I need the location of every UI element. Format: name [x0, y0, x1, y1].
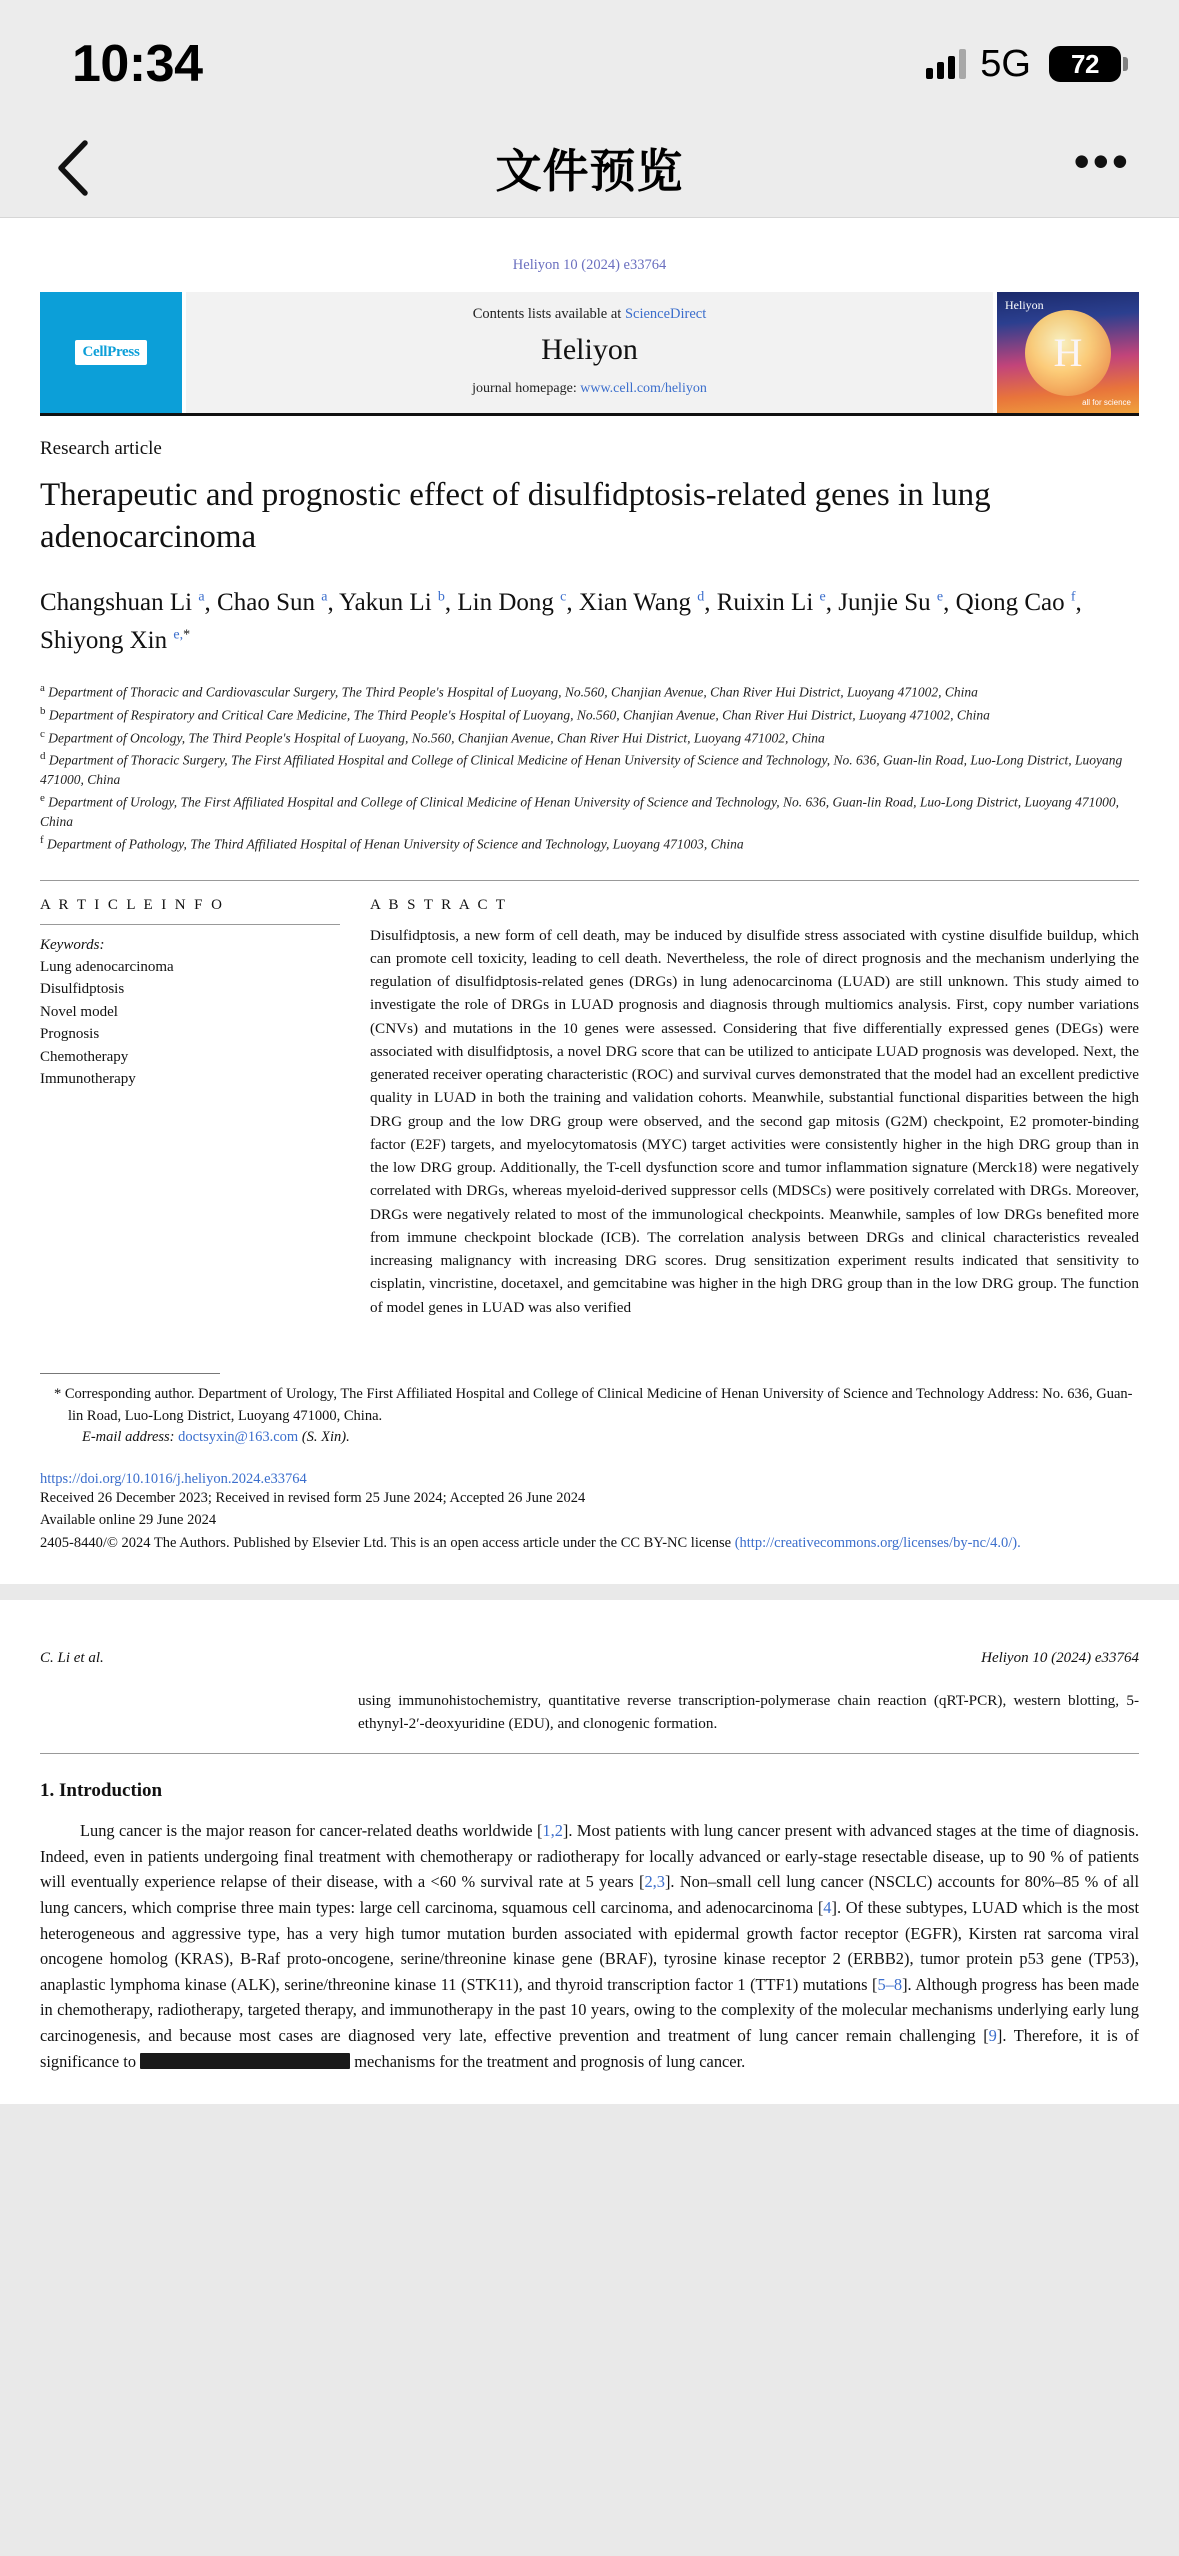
- contents-label: Contents lists available at: [472, 306, 622, 322]
- article-info-column: [40, 897, 340, 1319]
- masthead-center: [186, 292, 993, 413]
- cellpress-logo-label: CellPress: [75, 340, 146, 365]
- divider: [40, 924, 340, 925]
- cover-title: Heliyon: [1005, 298, 1044, 312]
- abstract-text: Disulfidptosis, a new form of cell death, may be induced by disulfide stress associated with cystine disulfide buildup, which can promote cell toxicity, leading to cell death. Nevertheless, the role of direct prognosis and the mechanism underlying the regulation of disulfidptosis-related genes (DRGs) in lung adenocarcinoma (LUAD) are still unknown. This study aimed to investigate the role of DRGs in LUAD prognosis and diagnosis through multiomics analysis. First, copy number variations (CNVs) and mutations in the 10 genes were assessed. Considering that five differentially expressed genes (DEGs) were associated with disulfidptosis, a novel DRG score that can be utilized to anticipate LUAD prognosis was developed. Next, the generated receiver operating characteristic (ROC) and survival curves demonstrated that the model had an excellent predictive quality in LUAD in both the training and validation cohorts. Meanwhile, substantial functional disparities between the high DRG group and the low DRG group were observed, and the second gap mitosis (G2M) checkpoint, E2 promoter-binding factor (E2F) targets, and myelocytomatosis (MYC) target activities were consistently higher in the high DRG group than in the low DRG group. Additionally, the T-cell dysfunction score and tumor inflammation signature (Merck18) were negatively correlated with DRGs, whereas myeloid-derived suppressor cells (MDSCs) were positively correlated with DRGs. Moreover, DRGs were negatively related to most of the immunological checkpoints. Meanwhile, samples of low DRGs benefited more from immune checkpoint blockade (ICB). The correlation analysis between DRGs and clinical characteristics revealed increasing malignancy with increasing DRG scores. Drug sensitization experiment results indicated that sensitivity to cisplatin, vincristine, docetaxel, and gemcitabine was higher in the high DRG group than in the low DRG group. The function of model genes in LUAD was also verified: [370, 926, 1139, 1316]
- doi-line: [40, 1471, 1139, 1488]
- status-indicators: [926, 33, 1121, 86]
- doi-link[interactable]: https://doi.org/10.1016/j.heliyon.2024.e33764: [40, 1471, 307, 1488]
- license-link[interactable]: (http://creativecommons.org/licenses/by-nc/4.0/).: [734, 1534, 1021, 1551]
- document-page-1: [0, 219, 1179, 1584]
- license-block: [40, 1532, 1139, 1554]
- footnote-divider: [40, 1373, 220, 1374]
- publication-history: [40, 1488, 1139, 1532]
- article-type-label: Research article: [40, 438, 162, 459]
- homepage-label: journal homepage:: [472, 381, 577, 396]
- running-head-right: Heliyon 10 (2024) e33764: [981, 1649, 1139, 1666]
- keyword-item: Disulfidptosis: [40, 981, 125, 998]
- email-suffix: (S. Xin).: [301, 1429, 350, 1446]
- running-head: [40, 1650, 1139, 1667]
- affiliation-item: $^a$ Department of Thoracic and Cardiovascular Surgery, The Third People's Hospital of Luoyang, No.560, Chanjian Avenue, Chan River Hui District, Luoyang 471002, China: [40, 682, 978, 700]
- chevron-left-icon: [55, 139, 89, 197]
- keyword-item: Prognosis: [40, 1026, 100, 1043]
- battery-icon: [1049, 46, 1121, 82]
- article-info-heading: A R T I C L E I N F O: [40, 896, 225, 913]
- abstract-heading: A B S T R A C T: [370, 896, 508, 913]
- introduction-text: Lung cancer is the major reason for cancer-related deaths worldwide [1,2]. Most patients with lung cancer present with advanced stages at the time of diagnosis. Indeed, even in patients undergoing final treatment with chemotherapy or radiotherapy for locally advanced or early-stage resectable disease, up to 90 % of patients will eventually experience relapse of their disease, with a <60 % survival rate at 5 years [2,3]. Non–small cell lung cancer (NSCLC) accounts for 80%–85 % of all lung cancers, which comprise three main types: large cell carcinoma, squamous cell carcinoma, and adenocarcinoma [4]. Of these subtypes, LUAD which is the most heterogeneous and aggressive type, has a very high tumor mutation burden associated with epidermal growth factor receptor (EGFR), Kirsten rat sarcoma viral oncogene homolog (KRAS), B-Raf proto-oncogene, serine/threonine kinase gene (BRAF), tyrosine kinase receptor 2 (ERBB2), tumor protein p53 gene (TP53), anaplastic lymphoma kinase (ALK), serine/threonine kinase 11 (STK11), and thyroid transcription factor 1 (TTF1) mutations [5–8]. Although progress has been made in chemotherapy, radiotherapy, targeted therapy, and immunotherapy in the past 10 years, owing to the complexity of the molecular mechanisms underlying early lung carcinogenesis, and because most cases are diagnosed very late, effective prevention and treatment of lung cancer remain challenging [9]. Therefore, it is of significance to: [40, 1821, 1140, 2071]
- battery-percent-label: 72: [1071, 48, 1099, 79]
- journal-title: Heliyon: [541, 333, 638, 366]
- author-list: Changshuan Li $^a$, Chao Sun $^a$, Yakun Li $^b$, Lin Dong $^c$, Xian Wang $^d$, Ruixin Li $^e$, Junjie Su $^e$, Qiong Cao $^f$, Shiyong Xin $^{e,*}$: [40, 589, 1082, 654]
- info-abstract-columns: [40, 897, 1139, 1319]
- journal-cover-image: [997, 292, 1139, 413]
- keyword-item: Lung adenocarcinoma: [40, 958, 174, 975]
- document-preview-scroll[interactable]: [0, 219, 1179, 2556]
- divider: [40, 880, 1139, 881]
- status-time: 10:34: [72, 35, 203, 93]
- cover-circle-icon: H: [1025, 310, 1111, 396]
- article-title: Therapeutic and prognostic effect of disulfidptosis-related genes in lung adenocarcinoma: [40, 477, 991, 556]
- email-label: E-mail address:: [82, 1429, 175, 1446]
- back-button[interactable]: [44, 140, 100, 196]
- license-text: 2405-8440/© 2024 The Authors. Published by Elsevier Ltd. This is an open access article under the CC BY-NC license: [40, 1534, 732, 1551]
- cover-subtitle: all for science: [1082, 398, 1131, 407]
- corresponding-author-note: * Corresponding author. Department of Urology, The First Affiliated Hospital and College of Clinical Medicine of Henan University of Science and Technology Address: No. 636, Guan-lin Road, Luo-Long District, Luoyang 471000, China.: [54, 1385, 1133, 1424]
- abstract-continuation: using immunohistochemistry, quantitative reverse transcription-polymerase chain reaction (qRT-PCR), western blotting, 5-ethynyl-2′-deoxyuridine (EDU), and clonogenic formation.: [358, 1691, 1139, 1732]
- introduction-text-continued: mechanisms for the treatment and prognosis of lung cancer.: [354, 2051, 746, 2071]
- cellular-signal-icon: [926, 49, 966, 79]
- email-link[interactable]: doctsyxin@163.com: [178, 1429, 299, 1446]
- email-note: [82, 1427, 1139, 1449]
- keyword-item: Immunotherapy: [40, 1071, 136, 1088]
- keyword-item: Novel model: [40, 1003, 118, 1020]
- page-title: 文件预览: [495, 144, 684, 197]
- more-options-icon[interactable]: •••: [1073, 134, 1131, 187]
- journal-reference: Heliyon 10 (2024) e33764: [512, 257, 667, 273]
- divider: [40, 1753, 1139, 1754]
- keywords-list: [40, 956, 340, 1091]
- footnotes: [40, 1384, 1139, 1449]
- homepage-line: [196, 381, 983, 397]
- affiliation-item: $^f$ Department of Pathology, The Third Affiliated Hospital of Henan University of Science and Technology, Luoyang 471003, China: [40, 834, 744, 852]
- contents-line: [196, 306, 983, 323]
- abstract-column: [370, 897, 1139, 1319]
- running-head-left: C. Li et al.: [40, 1649, 104, 1666]
- network-type-label: 5G: [980, 42, 1031, 85]
- sciencedirect-link[interactable]: ScienceDirect: [624, 306, 707, 322]
- received-line: Received 26 December 2023; Received in revised form 25 June 2024; Accepted 26 June 2024: [40, 1490, 586, 1507]
- affiliation-item: $^b$ Department of Respiratory and Critical Care Medicine, The Third People's Hospital of Luoyang, No.560, Chanjian Avenue, Chan River Hui District, Luoyang 471002, China: [40, 705, 990, 723]
- affiliation-item: $^c$ Department of Oncology, The Third People's Hospital of Luoyang, No.560, Chanjian Avenue, Chan River Hui District, Luoyang 471002, China: [40, 727, 825, 746]
- status-bar: [0, 0, 1179, 118]
- introduction-paragraph: [40, 1818, 1139, 2074]
- keywords-label: Keywords:: [40, 936, 105, 953]
- affiliation-item: $^e$ Department of Urology, The First Affiliated Hospital and College of Clinical Medicine of Henan University of Science and Technology, No. 636, Guan-lin Road, Luo-Long District, Luoyang 471000, China: [40, 792, 1120, 829]
- redaction-bar: [140, 2053, 350, 2069]
- document-page-2: [0, 1600, 1179, 2104]
- navigation-bar: [0, 118, 1179, 218]
- journal-homepage-link[interactable]: www.cell.com/heliyon: [580, 381, 707, 396]
- affiliation-item: $^d$ Department of Thoracic Surgery, The First Affiliated Hospital and College of Clinical Medicine of Henan University of Science and Technology, No. 636, Guan-lin Road, Luo-Long District, Luoyang 471000, China: [40, 750, 1123, 788]
- journal-masthead: [40, 292, 1139, 416]
- section-heading-introduction: 1. Introduction: [40, 1780, 163, 1802]
- cellpress-logo: [40, 292, 182, 413]
- available-online-line: Available online 29 June 2024: [40, 1511, 217, 1528]
- affiliations-list: [40, 681, 1139, 853]
- keyword-item: Chemotherapy: [40, 1048, 129, 1065]
